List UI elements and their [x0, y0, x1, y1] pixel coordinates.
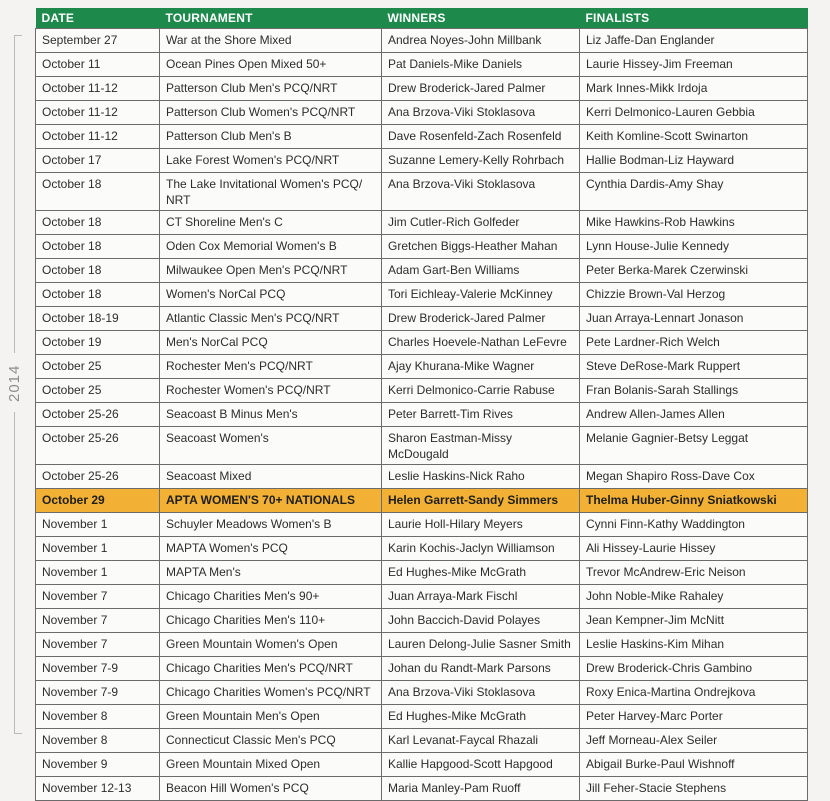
cell-tournament: MAPTA Men's [160, 561, 382, 585]
cell-winners: Gretchen Biggs-Heather Mahan [382, 235, 580, 259]
cell-tournament: Patterson Club Men's PCQ/NRT [160, 77, 382, 101]
cell-winners: Kallie Hapgood-Scott Hapgood [382, 753, 580, 777]
cell-finalists: Kerri Delmonico-Lauren Gebbia [580, 101, 808, 125]
cell-tournament: Atlantic Classic Men's PCQ/NRT [160, 307, 382, 331]
header-row [36, 8, 808, 29]
cell-date: October 18 [36, 211, 160, 235]
year-rule-bottom [14, 412, 15, 734]
results-body [36, 29, 808, 801]
cell-winners: Tori Eichleay-Valerie McKinney [382, 283, 580, 307]
cell-finalists: Steve DeRose-Mark Ruppert [580, 355, 808, 379]
cell-finalists: Jeff Morneau-Alex Seiler [580, 729, 808, 753]
header-date: DATE [36, 8, 160, 29]
cell-finalists: Lynn House-Julie Kennedy [580, 235, 808, 259]
cell-finalists: Mark Innes-Mikk Irdoja [580, 77, 808, 101]
cell-finalists: John Noble-Mike Rahaley [580, 585, 808, 609]
cell-winners: Johan du Randt-Mark Parsons [382, 657, 580, 681]
cell-winners: Drew Broderick-Jared Palmer [382, 77, 580, 101]
cell-date: October 18 [36, 259, 160, 283]
cell-winners: Ed Hughes-Mike McGrath [382, 561, 580, 585]
cell-date: October 11-12 [36, 101, 160, 125]
year-rule-cap-bottom [14, 733, 22, 734]
table-row [36, 355, 808, 379]
cell-tournament: Chicago Charities Men's 90+ [160, 585, 382, 609]
table-row [36, 537, 808, 561]
year-label: 2014 [6, 364, 23, 402]
cell-winners: John Baccich-David Polayes [382, 609, 580, 633]
cell-winners: Lauren Delong-Julie Sasner Smith [382, 633, 580, 657]
cell-tournament: APTA WOMEN'S 70+ NATIONALS [160, 489, 382, 513]
cell-date: October 18-19 [36, 307, 160, 331]
cell-tournament: Patterson Club Women's PCQ/NRT [160, 101, 382, 125]
cell-finalists: Jean Kempner-Jim McNitt [580, 609, 808, 633]
cell-tournament: Chicago Charities Men's 110+ [160, 609, 382, 633]
cell-tournament: Lake Forest Women's PCQ/NRT [160, 149, 382, 173]
cell-tournament: Beacon Hill Women's PCQ [160, 777, 382, 801]
cell-finalists: Peter Berka-Marek Czerwinski [580, 259, 808, 283]
cell-winners: Sharon Eastman-Missy McDougald [382, 427, 580, 465]
cell-tournament: CT Shoreline Men's C [160, 211, 382, 235]
table-row [36, 149, 808, 173]
cell-winners: Adam Gart-Ben Williams [382, 259, 580, 283]
cell-finalists: Mike Hawkins-Rob Hawkins [580, 211, 808, 235]
cell-winners: Suzanne Lemery-Kelly Rohrbach [382, 149, 580, 173]
cell-finalists: Juan Arraya-Lennart Jonason [580, 307, 808, 331]
cell-tournament: Schuyler Meadows Women's B [160, 513, 382, 537]
cell-winners: Ana Brzova-Viki Stoklasova [382, 681, 580, 705]
cell-tournament: Chicago Charities Women's PCQ/NRT [160, 681, 382, 705]
cell-date: October 25 [36, 379, 160, 403]
table-row [36, 465, 808, 489]
table-row [36, 331, 808, 355]
cell-date: October 25-26 [36, 403, 160, 427]
cell-tournament: Men's NorCal PCQ [160, 331, 382, 355]
cell-winners: Karin Kochis-Jaclyn Williamson [382, 537, 580, 561]
cell-winners: Helen Garrett-Sandy Simmers [382, 489, 580, 513]
cell-date: October 17 [36, 149, 160, 173]
cell-finalists: Drew Broderick-Chris Gambino [580, 657, 808, 681]
table-row [36, 777, 808, 801]
cell-date: October 11-12 [36, 125, 160, 149]
table-row [36, 729, 808, 753]
cell-tournament: Women's NorCal PCQ [160, 283, 382, 307]
cell-tournament: Milwaukee Open Men's PCQ/NRT [160, 259, 382, 283]
header-winners: WINNERS [382, 8, 580, 29]
cell-winners: Peter Barrett-Tim Rives [382, 403, 580, 427]
cell-tournament: Chicago Charities Men's PCQ/NRT [160, 657, 382, 681]
cell-finalists: Trevor McAndrew-Eric Neison [580, 561, 808, 585]
cell-finalists: Laurie Hissey-Jim Freeman [580, 53, 808, 77]
cell-winners: Leslie Haskins-Nick Raho [382, 465, 580, 489]
cell-finalists: Cynni Finn-Kathy Waddington [580, 513, 808, 537]
year-rule-top [14, 35, 15, 353]
table-row [36, 705, 808, 729]
cell-finalists: Leslie Haskins-Kim Mihan [580, 633, 808, 657]
cell-tournament: Rochester Men's PCQ/NRT [160, 355, 382, 379]
cell-date: November 1 [36, 537, 160, 561]
table-row [36, 657, 808, 681]
cell-tournament: Rochester Women's PCQ/NRT [160, 379, 382, 403]
cell-tournament: Green Mountain Mixed Open [160, 753, 382, 777]
cell-date: October 18 [36, 173, 160, 211]
table-row [36, 307, 808, 331]
cell-date: October 18 [36, 283, 160, 307]
cell-winners: Kerri Delmonico-Carrie Rabuse [382, 379, 580, 403]
cell-finalists: Cynthia Dardis-Amy Shay [580, 173, 808, 211]
cell-finalists: Pete Lardner-Rich Welch [580, 331, 808, 355]
cell-finalists: Melanie Gagnier-Betsy Leggat [580, 427, 808, 465]
table-row [36, 427, 808, 465]
cell-winners: Ed Hughes-Mike McGrath [382, 705, 580, 729]
table-row [36, 379, 808, 403]
table-row [36, 403, 808, 427]
cell-finalists: Ali Hissey-Laurie Hissey [580, 537, 808, 561]
cell-finalists: Keith Komline-Scott Swinarton [580, 125, 808, 149]
cell-date: October 25-26 [36, 465, 160, 489]
table-row [36, 259, 808, 283]
table-row [36, 101, 808, 125]
cell-tournament: Ocean Pines Open Mixed 50+ [160, 53, 382, 77]
cell-tournament: Seacoast Women's [160, 427, 382, 465]
cell-date: November 8 [36, 705, 160, 729]
table-row [36, 125, 808, 149]
year-rule-cap-top [14, 35, 22, 36]
cell-winners: Juan Arraya-Mark Fischl [382, 585, 580, 609]
table-row [36, 681, 808, 705]
header-finalists: FINALISTS [580, 8, 808, 29]
cell-date: October 18 [36, 235, 160, 259]
cell-date: November 7 [36, 633, 160, 657]
cell-tournament: Green Mountain Men's Open [160, 705, 382, 729]
cell-finalists: Fran Bolanis-Sarah Stallings [580, 379, 808, 403]
cell-finalists: Megan Shapiro Ross-Dave Cox [580, 465, 808, 489]
cell-date: October 29 [36, 489, 160, 513]
table-row [36, 561, 808, 585]
cell-tournament: Patterson Club Men's B [160, 125, 382, 149]
cell-winners: Jim Cutler-Rich Golfeder [382, 211, 580, 235]
table-row [36, 29, 808, 53]
table-row [36, 585, 808, 609]
cell-date: October 25 [36, 355, 160, 379]
table-row [36, 753, 808, 777]
table-row [36, 633, 808, 657]
cell-date: November 12-13 [36, 777, 160, 801]
cell-tournament: MAPTA Women's PCQ [160, 537, 382, 561]
cell-date: November 8 [36, 729, 160, 753]
table-row [36, 283, 808, 307]
cell-date: November 7 [36, 585, 160, 609]
cell-finalists: Roxy Enica-Martina Ondrejkova [580, 681, 808, 705]
cell-date: November 7 [36, 609, 160, 633]
cell-date: October 19 [36, 331, 160, 355]
cell-finalists: Chizzie Brown-Val Herzog [580, 283, 808, 307]
cell-winners: Dave Rosenfeld-Zach Rosenfeld [382, 125, 580, 149]
cell-winners: Maria Manley-Pam Ruoff [382, 777, 580, 801]
cell-date: November 7-9 [36, 681, 160, 705]
cell-winners: Ajay Khurana-Mike Wagner [382, 355, 580, 379]
cell-winners: Andrea Noyes-John Millbank [382, 29, 580, 53]
cell-finalists: Thelma Huber-Ginny Sniatkowski [580, 489, 808, 513]
cell-tournament: Seacoast B Minus Men's [160, 403, 382, 427]
cell-winners: Drew Broderick-Jared Palmer [382, 307, 580, 331]
cell-date: November 1 [36, 513, 160, 537]
results-table [35, 8, 808, 801]
table-row [36, 513, 808, 537]
table-row [36, 211, 808, 235]
table-row [36, 235, 808, 259]
cell-finalists: Peter Harvey-Marc Porter [580, 705, 808, 729]
table-row [36, 53, 808, 77]
header-tournament: TOURNAMENT [160, 8, 382, 29]
cell-date: September 27 [36, 29, 160, 53]
cell-date: October 25-26 [36, 427, 160, 465]
cell-finalists: Abigail Burke-Paul Wishnoff [580, 753, 808, 777]
cell-date: October 11 [36, 53, 160, 77]
cell-winners: Ana Brzova-Viki Stoklasova [382, 173, 580, 211]
cell-winners: Charles Hoevele-Nathan LeFevre [382, 331, 580, 355]
table-row [36, 77, 808, 101]
cell-winners: Laurie Holl-Hilary Meyers [382, 513, 580, 537]
table-row [36, 609, 808, 633]
cell-tournament: Oden Cox Memorial Women's B [160, 235, 382, 259]
cell-date: November 9 [36, 753, 160, 777]
year-sidebar [0, 0, 30, 739]
cell-finalists: Hallie Bodman-Liz Hayward [580, 149, 808, 173]
cell-tournament: War at the Shore Mixed [160, 29, 382, 53]
cell-finalists: Jill Feher-Stacie Stephens [580, 777, 808, 801]
table-row [36, 173, 808, 211]
cell-tournament: Connecticut Classic Men's PCQ [160, 729, 382, 753]
cell-date: November 1 [36, 561, 160, 585]
cell-tournament: Green Mountain Women's Open [160, 633, 382, 657]
cell-finalists: Andrew Allen-James Allen [580, 403, 808, 427]
cell-date: October 11-12 [36, 77, 160, 101]
cell-winners: Ana Brzova-Viki Stoklasova [382, 101, 580, 125]
cell-tournament: The Lake Invitational Women's PCQ/ NRT [160, 173, 382, 211]
cell-winners: Karl Levanat-Faycal Rhazali [382, 729, 580, 753]
cell-finalists: Liz Jaffe-Dan Englander [580, 29, 808, 53]
cell-date: November 7-9 [36, 657, 160, 681]
table-row [36, 489, 808, 513]
cell-tournament: Seacoast Mixed [160, 465, 382, 489]
cell-winners: Pat Daniels-Mike Daniels [382, 53, 580, 77]
